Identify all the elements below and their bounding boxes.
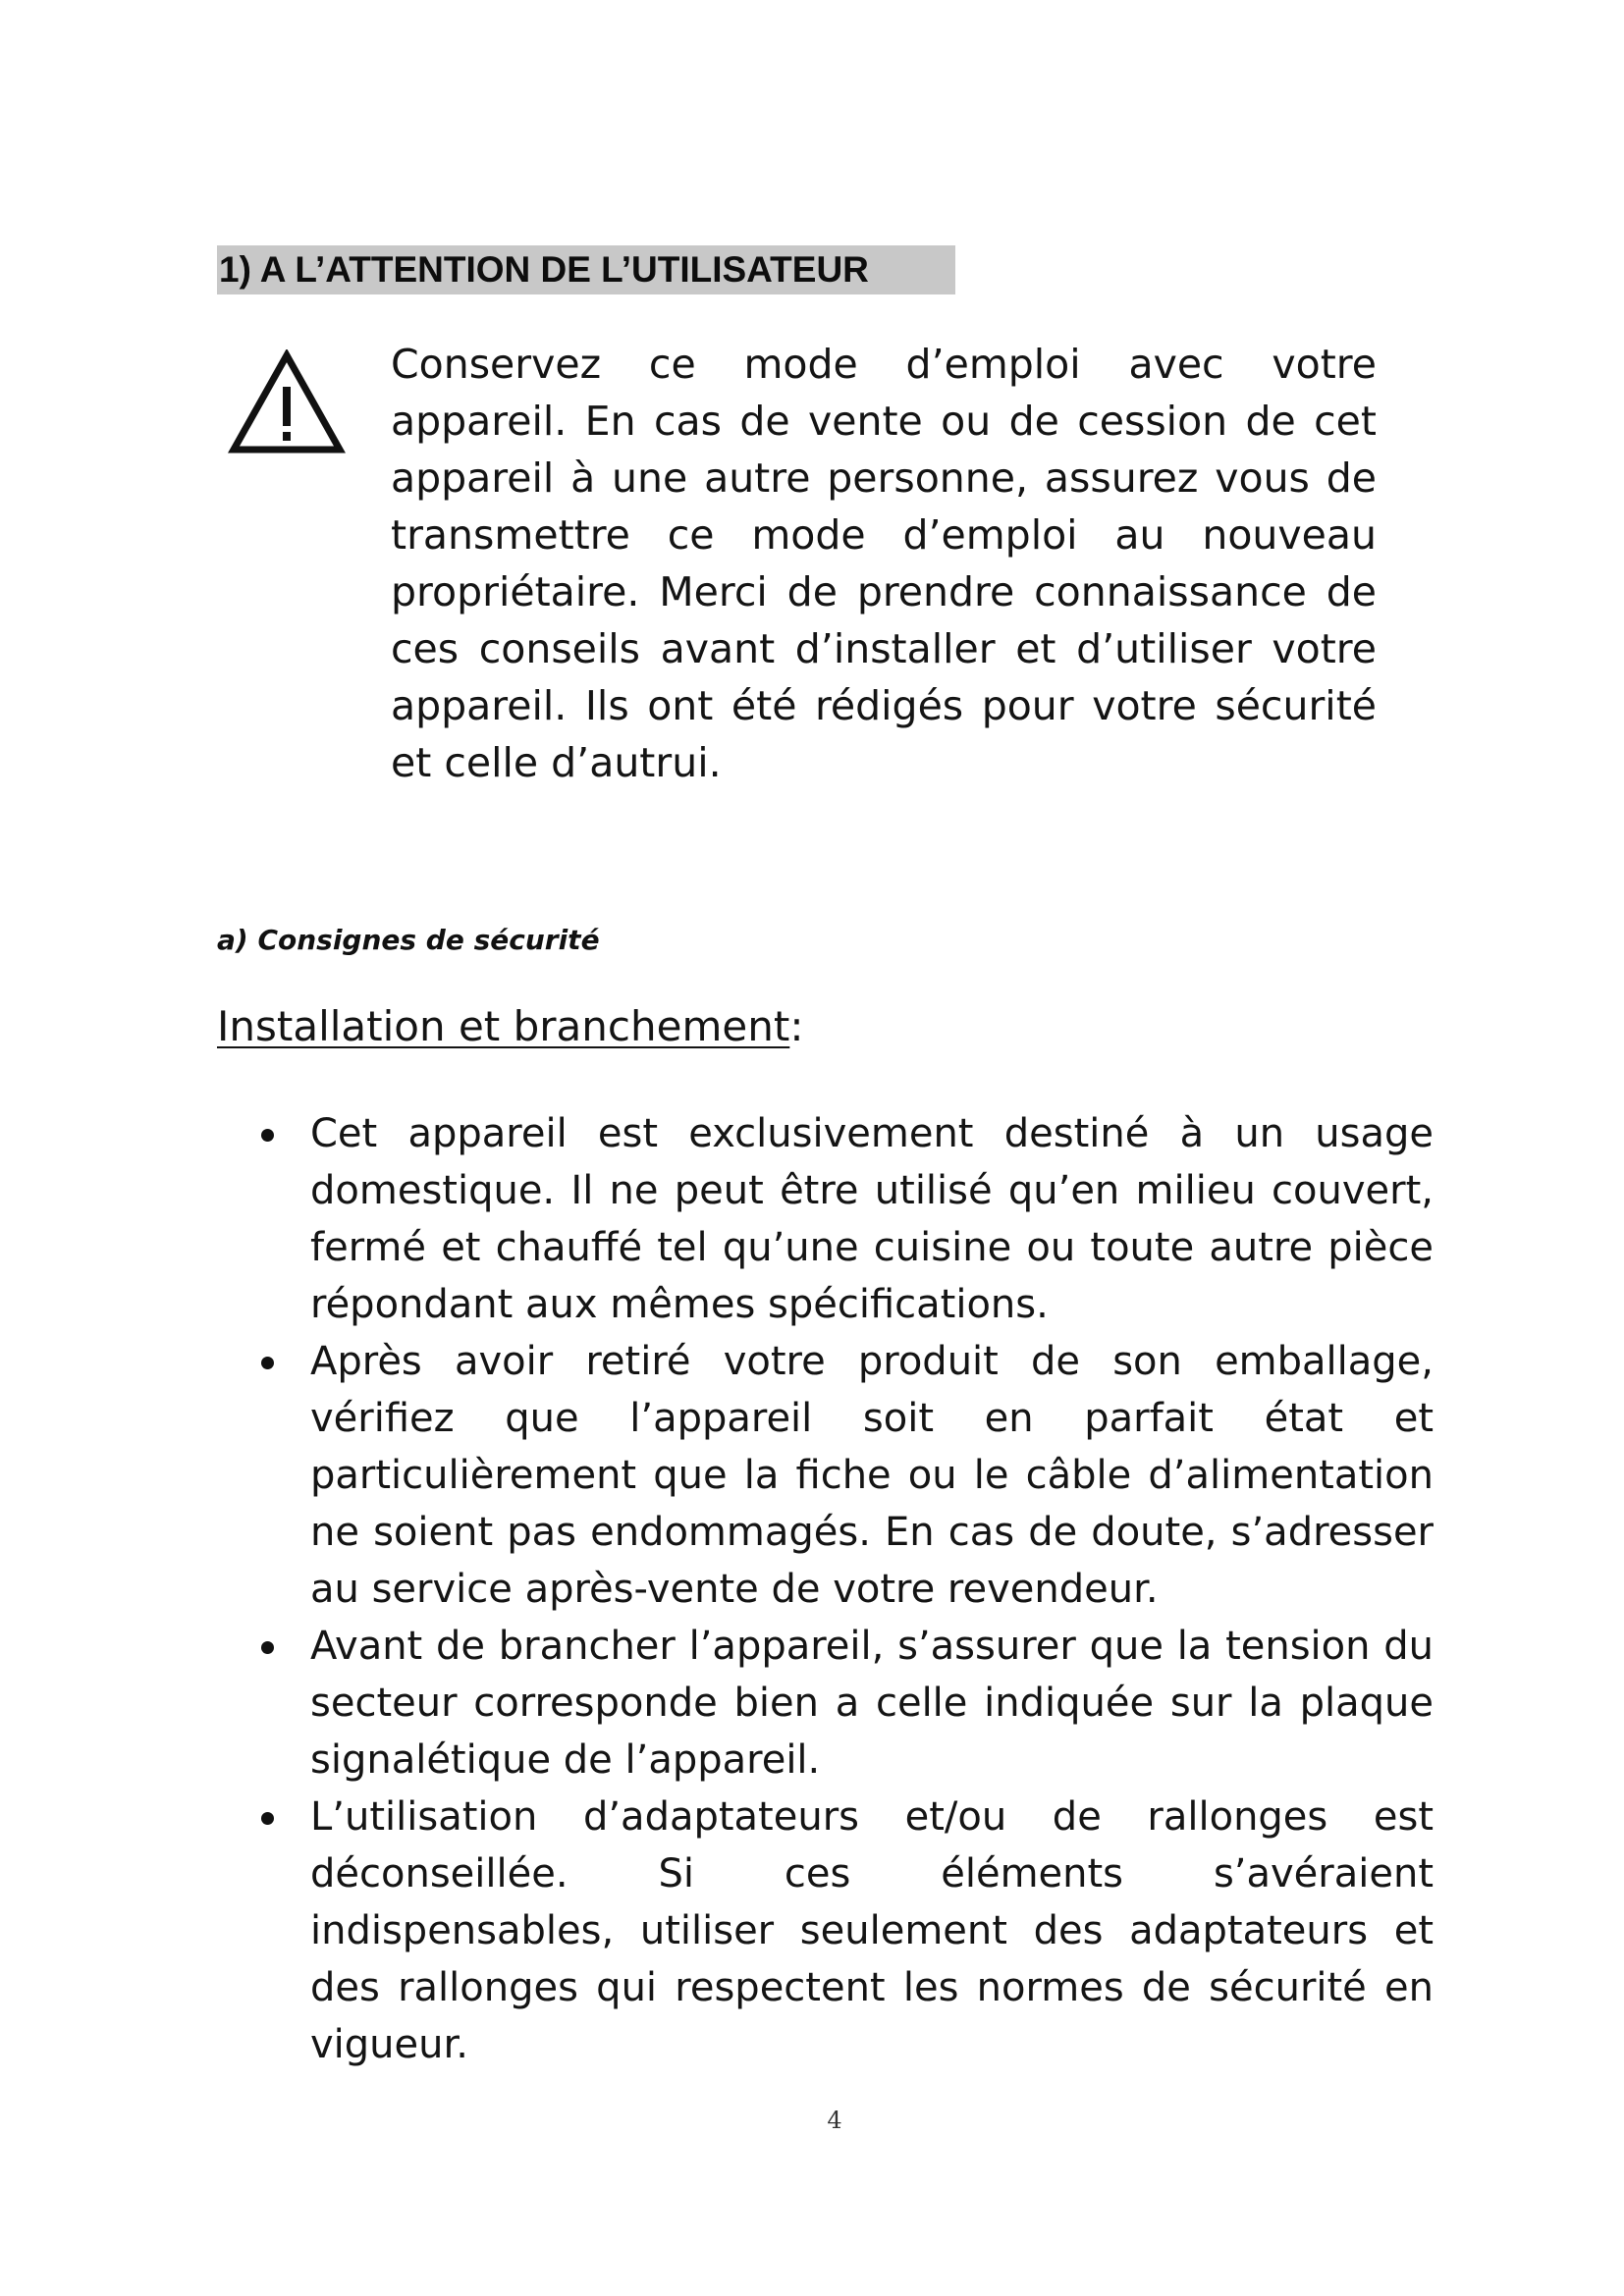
- list-item-text: Après avoir retiré votre produit de son emballage, vérifiez que l’appareil soit en parfait état et particulièrement que la fiche ou le câble d’alimentation ne soient pas endommagés. En cas de doute, s’adresser au service après-vente de votre revendeur.: [310, 1339, 1434, 1612]
- list-item: [255, 1105, 1434, 1333]
- bullet-dot-icon: [261, 1129, 274, 1142]
- intro-paragraph: Conservez ce mode d’emploi avec votre appareil. En cas de vente ou de cession de cet appareil à une autre personne, assurez vous de transmettre ce mode d’emploi au nouveau propriétaire. Merci de prendre connaissance de ces conseils avant d’installer et d’utiliser votre appareil. Ils ont été rédigés pour votre sécurité et celle d’autrui.: [391, 341, 1377, 786]
- subsection-title: a) Consignes de sécurité: [217, 924, 600, 956]
- bullet-dot-icon: [261, 1357, 274, 1369]
- install-heading-colon: :: [789, 1002, 804, 1050]
- install-heading-text: Installation et branchement: [217, 1002, 790, 1050]
- list-item: [255, 1333, 1434, 1618]
- list-item-text: Cet appareil est exclusivement destiné à un usage domestique. Il ne peut être utilisé qu’en milieu couvert, fermé et chauffé tel qu’une cuisine ou toute autre pièce répondant aux mêmes spécifications.: [310, 1111, 1434, 1327]
- list-item: [255, 1618, 1434, 1789]
- list-item-text: L’utilisation d’adaptateurs et/ou de rallonges est déconseillée. Si ces éléments s’avéraient indispensables, utiliser seulement des adaptateurs et des rallonges qui respectent les normes de sécurité en vigueur.: [310, 1794, 1434, 2067]
- section-title: 1) A L’ATTENTION DE L’UTILISATEUR: [217, 245, 955, 294]
- warning-triangle-icon: [228, 349, 346, 455]
- bullet-dot-icon: [261, 1641, 274, 1654]
- page-number: 4: [827, 2107, 842, 2134]
- bullet-dot-icon: [261, 1812, 274, 1825]
- safety-bullet-list: [255, 1105, 1434, 2073]
- list-item: [255, 1789, 1434, 2073]
- list-item-text: Avant de brancher l’appareil, s’assurer que la tension du secteur corresponde bien a celle indiquée sur la plaque signalétique de l’appareil.: [310, 1624, 1434, 1783]
- install-heading: [217, 997, 803, 1056]
